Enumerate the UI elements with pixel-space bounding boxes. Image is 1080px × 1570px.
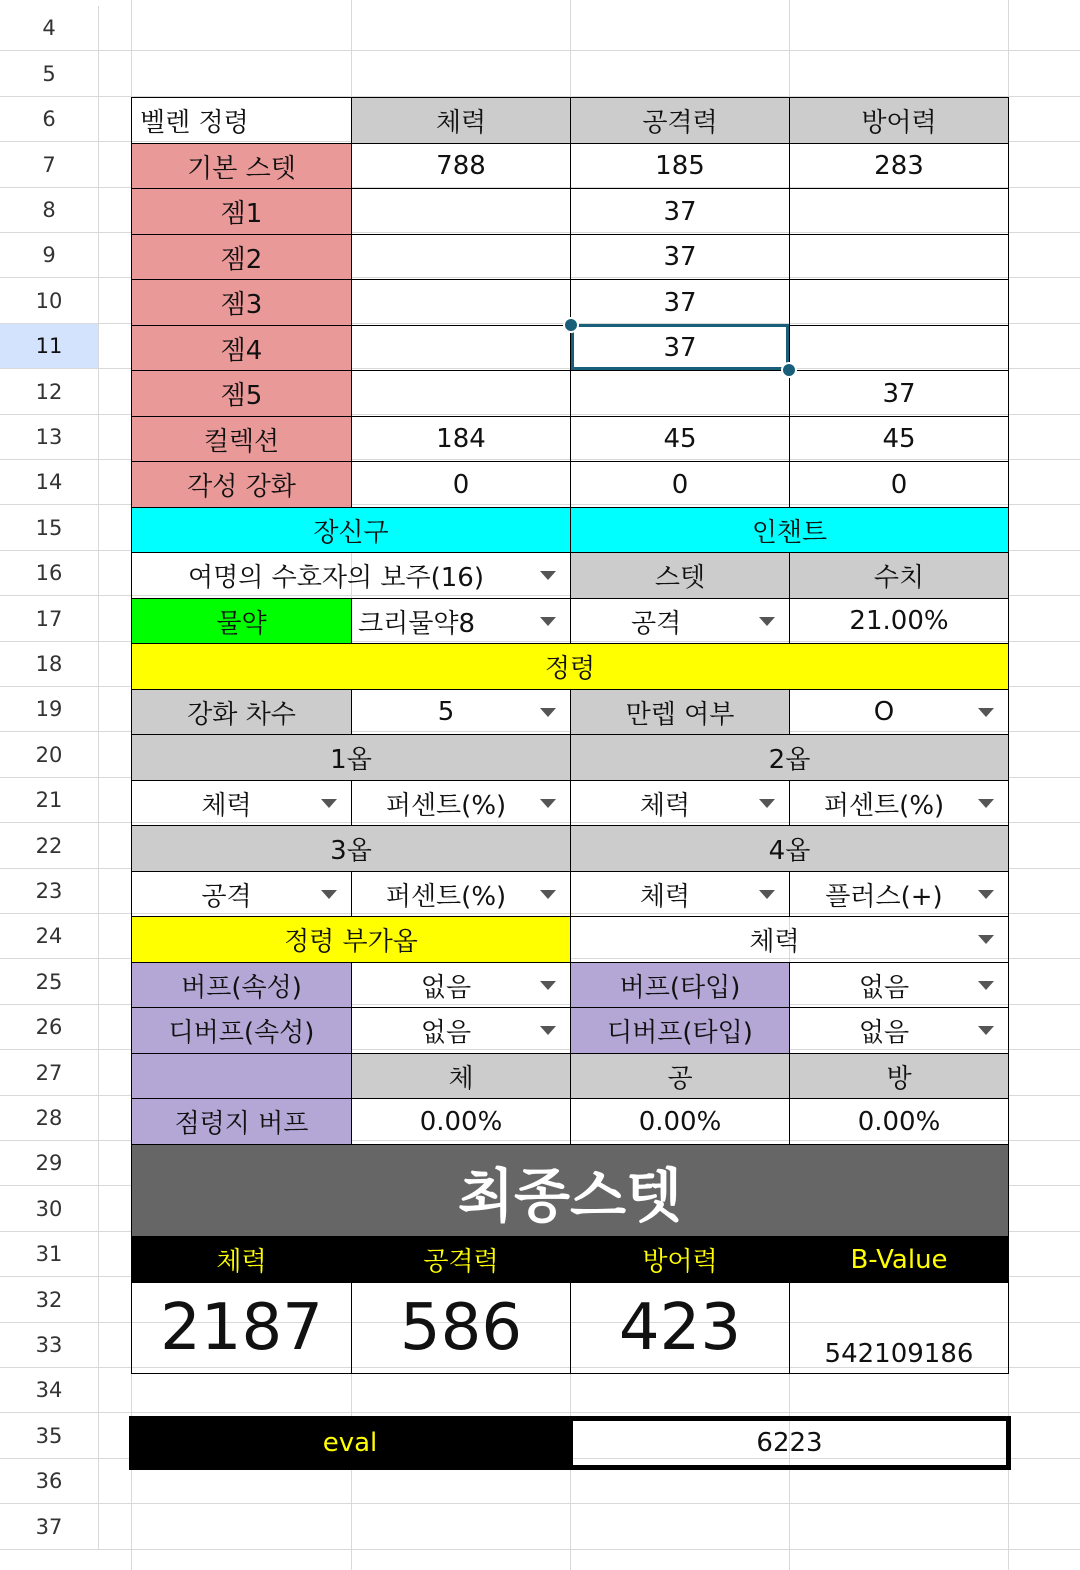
- potion-value: 크리물약8: [358, 608, 476, 639]
- dropdown-arrow-icon[interactable]: [540, 981, 556, 990]
- row-header-35[interactable]: 35: [0, 1413, 99, 1459]
- row-header-22[interactable]: 22: [0, 823, 99, 869]
- opt1-type-dropdown[interactable]: [351, 780, 571, 826]
- opt2-stat-value: 체력: [639, 790, 691, 821]
- dropdown-arrow-icon[interactable]: [540, 617, 556, 626]
- table-title[interactable]: 벨렌 정령: [131, 97, 352, 144]
- dropdown-arrow-icon[interactable]: [759, 799, 775, 808]
- enchant-value-header[interactable]: 수치: [789, 552, 1009, 599]
- opt3-type-dropdown[interactable]: [351, 871, 571, 917]
- upgrade-dropdown[interactable]: [351, 689, 571, 735]
- dropdown-arrow-icon[interactable]: [540, 890, 556, 899]
- buff-type-label[interactable]: 버프(타입): [570, 962, 790, 1008]
- gem3-hp[interactable]: [351, 279, 571, 326]
- final-header-bvalue[interactable]: B-Value: [789, 1236, 1009, 1283]
- final-def[interactable]: 423: [570, 1282, 790, 1374]
- debuff-type-value: 없음: [858, 1018, 910, 1048]
- row-header-5[interactable]: 5: [0, 51, 99, 97]
- final-atk[interactable]: 586: [351, 1282, 571, 1374]
- final-header-hp[interactable]: 체력: [131, 1236, 352, 1283]
- gem2-def[interactable]: [789, 234, 1009, 280]
- gem1-label[interactable]: 젬1: [131, 188, 352, 235]
- enchant-header[interactable]: 인챈트: [570, 507, 1009, 553]
- row-header-25[interactable]: 25: [0, 959, 99, 1005]
- spirit-extra-dropdown[interactable]: [570, 916, 1009, 963]
- final-hp[interactable]: 2187: [131, 1282, 352, 1374]
- dropdown-arrow-icon[interactable]: [759, 617, 775, 626]
- spirit-header[interactable]: 정령: [131, 643, 1009, 690]
- dropdown-arrow-icon[interactable]: [978, 799, 994, 808]
- opt3-stat-dropdown[interactable]: [131, 871, 352, 917]
- row-header-28[interactable]: 28: [0, 1096, 99, 1141]
- base-stat-label[interactable]: 기본 스텟: [131, 143, 352, 189]
- row-header-36[interactable]: 36: [0, 1459, 99, 1504]
- gem1-hp[interactable]: [351, 188, 571, 235]
- occupy-header-hp[interactable]: 체: [351, 1053, 571, 1099]
- dropdown-arrow-icon[interactable]: [540, 799, 556, 808]
- grid-line: [99, 1549, 1080, 1550]
- selection-handle-bottom-right[interactable]: [781, 362, 797, 378]
- opt2-type-dropdown[interactable]: [789, 780, 1009, 826]
- spirit-extra-value: 체력: [749, 927, 800, 957]
- base-atk[interactable]: 185: [570, 143, 790, 189]
- row-header-34[interactable]: 34: [0, 1368, 99, 1413]
- base-def[interactable]: 283: [789, 143, 1009, 189]
- dropdown-arrow-icon[interactable]: [540, 1026, 556, 1035]
- opt1-type-value: 퍼센트(%): [385, 790, 507, 821]
- row-header-17[interactable]: 17: [0, 596, 99, 642]
- upgrade-label[interactable]: 강화 차수: [131, 689, 352, 735]
- grid-line: [99, 50, 1080, 51]
- gem3-label[interactable]: 젬3: [131, 279, 352, 326]
- opt4-type-dropdown[interactable]: [789, 871, 1009, 917]
- opt1-stat-dropdown[interactable]: [131, 780, 352, 826]
- enchant-amount[interactable]: 21.00%: [789, 598, 1009, 644]
- enchant-stat-value: 공격: [631, 608, 682, 639]
- opt1-header[interactable]: 1옵: [131, 734, 571, 781]
- row-header-31[interactable]: 31: [0, 1232, 99, 1277]
- row-header-12[interactable]: 12: [0, 369, 99, 415]
- gem3-atk[interactable]: 37: [570, 279, 790, 326]
- accessory-value: 여명의 수호자의 보주(16): [188, 563, 484, 593]
- occupy-atk[interactable]: 0.00%: [570, 1098, 790, 1145]
- debuff-type-label[interactable]: 디버프(타입): [570, 1007, 790, 1054]
- gem4-atk[interactable]: 37: [570, 325, 790, 371]
- gem5-atk[interactable]: [570, 370, 790, 417]
- dropdown-arrow-icon[interactable]: [978, 1026, 994, 1035]
- row-header-11[interactable]: 11: [0, 324, 99, 369]
- final-header-atk[interactable]: 공격력: [351, 1236, 571, 1283]
- base-hp[interactable]: 788: [351, 143, 571, 189]
- selection-handle-top-left[interactable]: [563, 317, 579, 333]
- dropdown-arrow-icon[interactable]: [321, 890, 337, 899]
- maxlevel-label[interactable]: 만렙 여부: [570, 689, 790, 735]
- buff-type-value: 없음: [858, 972, 910, 1003]
- debuff-attr-label[interactable]: 디버프(속성): [131, 1007, 352, 1054]
- potion-label[interactable]: 물약: [131, 598, 352, 644]
- buff-attr-label[interactable]: 버프(속성): [131, 962, 352, 1008]
- eval-value[interactable]: 6223: [568, 1416, 1011, 1470]
- gem5-label[interactable]: 젬5: [131, 370, 352, 417]
- row-header-8[interactable]: 8: [0, 188, 99, 233]
- maxlevel-dropdown[interactable]: [789, 689, 1009, 735]
- opt4-stat-value: 체력: [639, 881, 691, 912]
- gem2-hp[interactable]: [351, 234, 571, 280]
- dropdown-arrow-icon[interactable]: [321, 799, 337, 808]
- opt4-header[interactable]: 4옵: [570, 825, 1009, 872]
- occupy-blank-cell[interactable]: [131, 1053, 352, 1099]
- gem4-hp[interactable]: [351, 325, 571, 371]
- gem4-label[interactable]: 젬4: [131, 325, 352, 371]
- row-header-4[interactable]: 4: [0, 6, 99, 51]
- opt2-header[interactable]: 2옵: [570, 734, 1009, 781]
- opt2-stat-dropdown[interactable]: [570, 780, 790, 826]
- row-header-14[interactable]: 14: [0, 460, 99, 505]
- occupy-hp[interactable]: 0.00%: [351, 1098, 571, 1145]
- dropdown-arrow-icon[interactable]: [978, 708, 994, 717]
- dropdown-arrow-icon[interactable]: [978, 981, 994, 990]
- gem1-atk[interactable]: 37: [570, 188, 790, 235]
- row-header-7[interactable]: 7: [0, 142, 99, 188]
- row-header-18[interactable]: 18: [0, 642, 99, 687]
- gem5-def[interactable]: 37: [789, 370, 1009, 417]
- row-header-19[interactable]: 19: [0, 687, 99, 732]
- gem4-def[interactable]: [789, 325, 1009, 371]
- opt3-header[interactable]: 3옵: [131, 825, 571, 872]
- dropdown-arrow-icon[interactable]: [540, 708, 556, 717]
- enchant-stat-dropdown[interactable]: [570, 598, 790, 644]
- gem2-atk[interactable]: 37: [570, 234, 790, 280]
- opt4-type-value: 플러스(+): [825, 881, 943, 912]
- collection-def[interactable]: 45: [789, 416, 1009, 462]
- buff-attr-value: 없음: [420, 972, 472, 1003]
- occupy-def[interactable]: 0.00%: [789, 1098, 1009, 1145]
- grid-line: [99, 1503, 1080, 1504]
- dropdown-arrow-icon[interactable]: [540, 571, 556, 580]
- collection-label[interactable]: 컬렉션: [131, 416, 352, 462]
- row-header-27[interactable]: 27: [0, 1050, 99, 1096]
- row-header-21[interactable]: 21: [0, 778, 99, 823]
- upgrade-value: 5: [437, 697, 455, 727]
- opt2-type-value: 퍼센트(%): [823, 790, 945, 821]
- accessory-dropdown[interactable]: [131, 552, 571, 599]
- row-header-16[interactable]: 16: [0, 551, 99, 596]
- header-def[interactable]: 방어력: [789, 97, 1009, 144]
- gem2-label[interactable]: 젬2: [131, 234, 352, 280]
- collection-hp[interactable]: 184: [351, 416, 571, 462]
- row-header-26[interactable]: 26: [0, 1005, 99, 1050]
- enchant-stat-header[interactable]: 스텟: [570, 552, 790, 599]
- grid-line: [99, 1412, 1080, 1413]
- gem1-def[interactable]: [789, 188, 1009, 235]
- row-header-13[interactable]: 13: [0, 415, 99, 460]
- row-header-37[interactable]: 37: [0, 1504, 99, 1550]
- awakening-hp[interactable]: 0: [351, 461, 571, 508]
- header-atk[interactable]: 공격력: [570, 97, 790, 144]
- row-header-24[interactable]: 24: [0, 914, 99, 959]
- debuff-attr-value: 없음: [420, 1018, 472, 1048]
- collection-atk[interactable]: 45: [570, 416, 790, 462]
- final-stat-title[interactable]: 최종스텟: [131, 1144, 1009, 1237]
- buff-attr-dropdown[interactable]: [351, 962, 571, 1008]
- final-header-def[interactable]: 방어력: [570, 1236, 790, 1283]
- gem3-def[interactable]: [789, 279, 1009, 326]
- row-header-32[interactable]: 32: [0, 1277, 99, 1323]
- awakening-def[interactable]: 0: [789, 461, 1009, 508]
- dropdown-arrow-icon[interactable]: [759, 890, 775, 899]
- maxlevel-value: O: [873, 697, 895, 727]
- potion-dropdown[interactable]: [351, 598, 571, 644]
- row-header-30[interactable]: 30: [0, 1186, 99, 1232]
- row-header-23[interactable]: 23: [0, 869, 99, 914]
- debuff-type-dropdown[interactable]: [789, 1007, 1009, 1054]
- row-header-29[interactable]: 29: [0, 1141, 99, 1186]
- opt1-stat-value: 체력: [201, 790, 252, 821]
- row-header-20[interactable]: 20: [0, 732, 99, 778]
- row-header-33[interactable]: 33: [0, 1323, 99, 1368]
- eval-label[interactable]: eval: [129, 1416, 571, 1470]
- opt3-type-value: 퍼센트(%): [385, 881, 507, 912]
- accessory-header[interactable]: 장신구: [131, 507, 571, 553]
- debuff-attr-dropdown[interactable]: [351, 1007, 571, 1054]
- row-header-6[interactable]: 6: [0, 97, 99, 142]
- dropdown-arrow-icon[interactable]: [978, 890, 994, 899]
- row-header-15[interactable]: 15: [0, 505, 99, 551]
- spirit-extra-label[interactable]: 정령 부가옵: [131, 916, 571, 963]
- buff-type-dropdown[interactable]: [789, 962, 1009, 1008]
- header-hp[interactable]: 체력: [351, 97, 571, 144]
- awakening-atk[interactable]: 0: [570, 461, 790, 508]
- gem5-hp[interactable]: [351, 370, 571, 417]
- awakening-label[interactable]: 각성 강화: [131, 461, 352, 508]
- occupy-label[interactable]: 점령지 버프: [131, 1098, 352, 1145]
- row-header-10[interactable]: 10: [0, 278, 99, 324]
- final-bvalue[interactable]: 542109186: [789, 1282, 1009, 1374]
- opt4-stat-dropdown[interactable]: [570, 871, 790, 917]
- cell-selection-box[interactable]: [571, 324, 789, 370]
- dropdown-arrow-icon[interactable]: [978, 935, 994, 944]
- row-header-9[interactable]: 9: [0, 233, 99, 278]
- occupy-header-def[interactable]: 방: [789, 1053, 1009, 1099]
- occupy-header-atk[interactable]: 공: [570, 1053, 790, 1099]
- opt3-stat-value: 공격: [201, 881, 252, 912]
